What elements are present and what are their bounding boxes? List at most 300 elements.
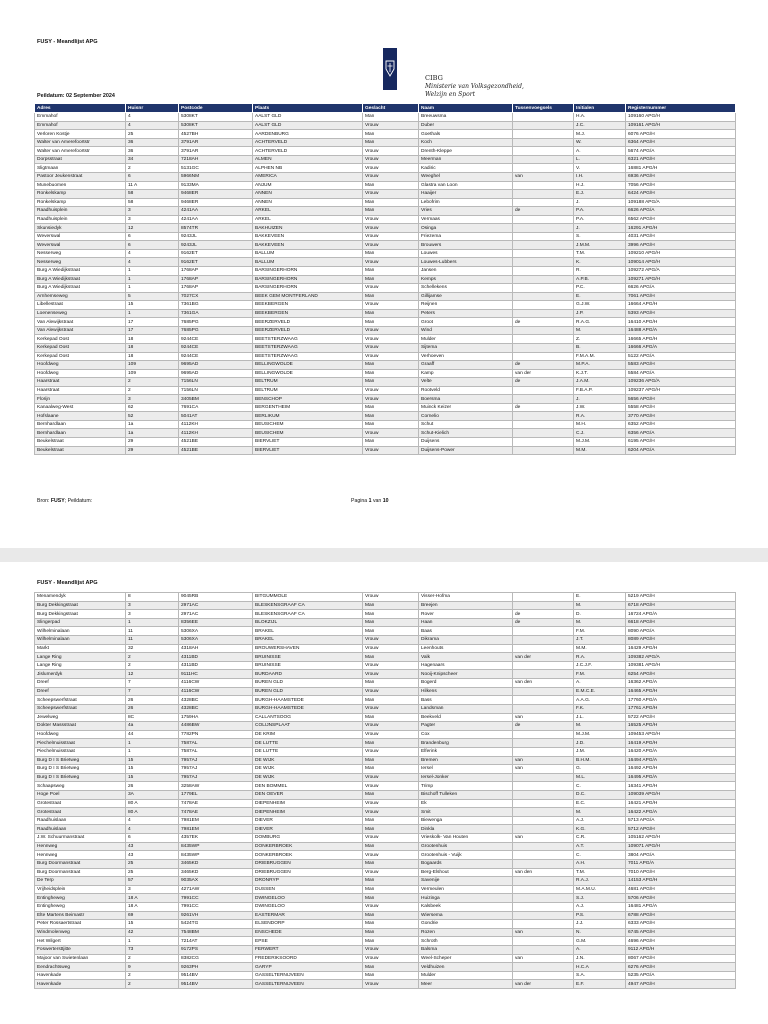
table-row [35,224,736,233]
cell-postcode: 7957AJ [179,773,253,782]
table-row [35,902,736,911]
cell-registernummer: 5713 APG/A [626,816,736,825]
cell-adres: Kanaalweg-West [35,403,126,412]
cell-tussenvoegsels [513,636,574,645]
cell-postcode: 4116CW [179,687,253,696]
cell-initialen: S.A. [574,971,626,980]
cell-postcode: 9111HC [179,670,253,679]
cell-huisnr: 11 A [126,181,179,190]
cell-plaats: BEEK GEM MONTFERLAND [253,292,363,301]
cell-huisnr: 12 [126,224,179,233]
cell-postcode: 9035AX [179,877,253,886]
cell-huisnr: 57 [126,877,179,886]
cell-naam: Kamp [419,369,513,378]
cell-initialen: I.H. [574,173,626,182]
cell-huisnr: 3 [126,207,179,216]
cell-huisnr: 4 [126,121,179,130]
cell-naam: Rover [419,610,513,619]
cell-huisnr: 1a [126,420,179,429]
cell-postcode: 9162ET [179,249,253,258]
column-header-tussenvoegsels: Tussenvoegsels [513,104,574,113]
cell-naam: Lebofrim [419,198,513,207]
cell-huisnr: 2 [126,378,179,387]
cell-registernummer: 5393 APG/H [626,309,736,318]
cell-huisnr: 34 [126,155,179,164]
cell-naam: Bremen [419,756,513,765]
cell-huisnr: 29 [126,446,179,455]
cell-geslacht: Man [363,696,419,705]
footer-bron-name: FUSY [50,498,65,504]
cell-postcode: 4271AW [179,885,253,894]
cell-plaats: BEEKBERGEN [253,301,363,310]
cell-registernummer: 8067 APG/H [626,954,736,963]
cell-huisnr: 12 [126,670,179,679]
cell-initialen: M.A.M.U. [574,885,626,894]
cell-tussenvoegsels [513,687,574,696]
peildatum: Peildatum: 02 September 2024 [37,93,115,99]
cell-postcode: 4357EK [179,834,253,843]
cell-postcode: 9695AD [179,369,253,378]
cell-huisnr: 7 [126,687,179,696]
cell-plaats: ARKEL [253,215,363,224]
cell-adres: Haarstraat [35,386,126,395]
cell-geslacht: Vrouw [363,190,419,199]
cell-adres: Dokter Massstraat [35,722,126,731]
cell-adres: Nesserweg [35,258,126,267]
cell-naam: Visser-Hofma [419,593,513,602]
cell-initialen: A.T. [574,842,626,851]
table-row [35,739,736,748]
cell-naam: Hilkens [419,687,513,696]
cell-adres: Jewelweg [35,713,126,722]
cell-postcode: 7478AE [179,808,253,817]
cell-geslacht: Man [363,207,419,216]
cell-naam: Beekveld [419,713,513,722]
cell-initialen: P.A. [574,215,626,224]
cell-postcode: 7214AT [179,937,253,946]
table-row [35,181,736,190]
cell-initialen: C.R. [574,834,626,843]
cell-initialen: R.A.G. [574,318,626,327]
cell-tussenvoegsels [513,309,574,318]
cell-huisnr: 26 [126,782,179,791]
cell-huisnr: 18 A [126,902,179,911]
footer-bron-prefix: Bron: [37,498,51,504]
cell-plaats: DIEPENHEIM [253,799,363,808]
cell-huisnr: 1 [126,937,179,946]
cell-tussenvoegsels [513,113,574,122]
cell-tussenvoegsels: van den [513,868,574,877]
cell-huisnr: 62 [126,403,179,412]
column-header-adres: Adres [35,104,126,113]
cell-huisnr: 4 [126,816,179,825]
column-header-registernummer: Registernummer [626,104,736,113]
cell-tussenvoegsels [513,696,574,705]
cell-tussenvoegsels: de [513,361,574,370]
cell-postcode: 7691CA [179,403,253,412]
cell-geslacht: Vrouw [363,773,419,782]
cell-huisnr: 15 [126,301,179,310]
cell-huisnr: 3 [126,215,179,224]
cell-adres: Emmahof [35,121,126,130]
cell-huisnr: 1 [126,275,179,284]
cell-registernummer: 16495 APG/A [626,773,736,782]
cell-adres: Bernhardlaan [35,420,126,429]
table-row [35,825,736,834]
cell-adres: Jislumerdyk [35,670,126,679]
cell-tussenvoegsels [513,437,574,446]
table-row [35,859,736,868]
table-row [35,335,736,344]
cell-huisnr: 9 [126,963,179,972]
cell-registernummer: 4681 APG/H [626,885,736,894]
cell-registernummer: 16420 APG/A [626,747,736,756]
cell-plaats: BRUINISSE [253,661,363,670]
table-row [35,791,736,800]
cell-naam: Savenije [419,877,513,886]
cell-plaats: ANNEN [253,198,363,207]
cell-naam: Balsma [419,945,513,954]
cell-adres: Hofslaane [35,412,126,421]
cell-plaats: BAKKEVEEN [253,241,363,250]
cell-postcode: 4116CW [179,679,253,688]
cell-registernummer: 16488 APG/A [626,326,736,335]
cell-adres: Peter Rossaertstraat [35,920,126,929]
cell-geslacht: Vrouw [363,215,419,224]
cell-initialen: J.W. [574,403,626,412]
table-row [35,756,736,765]
cell-tussenvoegsels [513,791,574,800]
cell-huisnr: 25 [126,868,179,877]
cell-tussenvoegsels [513,971,574,980]
cell-huisnr: 1 [126,739,179,748]
cell-postcode: 7957AJ [179,765,253,774]
cell-plaats: GASSELTERNIJVEEN [253,971,363,980]
table-row [35,395,736,404]
cell-registernummer: 16525 APG/H [626,722,736,731]
cell-postcode: 9244CE [179,352,253,361]
table-row [35,963,736,972]
cell-geslacht: Man [363,403,419,412]
cell-geslacht: Man [363,739,419,748]
table-row [35,610,736,619]
cell-initialen: J.M.M. [574,241,626,250]
cell-tussenvoegsels [513,963,574,972]
cell-huisnr: 2 [126,971,179,980]
cell-tussenvoegsels [513,284,574,293]
table-row [35,113,736,122]
cell-geslacht: Man [363,130,419,139]
cell-adres: Skunsiedyk [35,224,126,233]
cell-plaats: ACHTERVELD [253,138,363,147]
cell-adres: Burg D I S Brietweg [35,773,126,782]
cell-tussenvoegsels [513,816,574,825]
cell-plaats: BERLIKUM [253,412,363,421]
cell-huisnr: 18 A [126,894,179,903]
cell-registernummer: 6424 APG/H [626,190,736,199]
cell-postcode: 9133MA [179,181,253,190]
cell-naam: Wind [419,326,513,335]
cell-plaats: CALLANTSOOG [253,713,363,722]
cell-geslacht: Vrouw [363,593,419,602]
cell-initialen: A.P.B. [574,275,626,284]
cell-naam: Smit [419,808,513,817]
cell-tussenvoegsels: de [513,403,574,412]
cell-initialen: F.M. [574,627,626,636]
cell-geslacht: Vrouw [363,954,419,963]
cell-huisnr: 42 [126,928,179,937]
cell-postcode: 4311BD [179,653,253,662]
cell-initialen: S.J. [574,894,626,903]
cell-registernummer: 109381 APG/H [626,661,736,670]
cell-registernummer: 16419 APG/H [626,739,736,748]
cell-postcode: 7685PG [179,326,253,335]
cell-initialen: E. [574,292,626,301]
cell-naam: Verhoeven [419,352,513,361]
cell-tussenvoegsels [513,446,574,455]
cell-tussenvoegsels [513,661,574,670]
table-row [35,593,736,602]
cell-adres: Vrijheidsplein [35,885,126,894]
cell-registernummer: 16664 APG/H [626,301,736,310]
cell-tussenvoegsels: van [513,765,574,774]
cell-naam: Duijsens-Power [419,446,513,455]
cell-initialen: F.B.A.P. [574,386,626,395]
cell-plaats: BIERVLIET [253,446,363,455]
cell-naam: Cornelio [419,412,513,421]
cell-geslacht: Man [363,765,419,774]
table-row [35,258,736,267]
cell-huisnr: 43 [126,842,179,851]
cell-registernummer: 5235 APG/A [626,971,736,980]
cell-registernummer: 6356 APG/A [626,429,736,438]
cell-initialen: S. [574,232,626,241]
table-row [35,429,736,438]
cell-adres: Beukelstraat [35,446,126,455]
table-row [35,618,736,627]
cell-plaats: BUREN GLD [253,679,363,688]
cell-tussenvoegsels [513,859,574,868]
footer-page-number: 1 [368,498,372,504]
cell-plaats: DIEVER [253,816,363,825]
cell-registernummer: 6618 APG/H [626,618,736,627]
cell-initialen: P.C. [574,284,626,293]
cell-registernummer: 5706 APG/H [626,894,736,903]
cell-huisnr: 4 [126,249,179,258]
cell-initialen: J.A.M. [574,378,626,387]
cell-plaats: BIERVLIET [253,437,363,446]
cell-tussenvoegsels [513,292,574,301]
cell-huisnr: 2 [126,164,179,173]
cell-initialen: T.M. [574,868,626,877]
cell-postcode: 4241AA [179,207,253,216]
cell-naam: Ek [419,799,513,808]
cell-registernummer: 6254 APG/H [626,670,736,679]
cell-plaats: DE WIJK [253,773,363,782]
cell-initialen: M. [574,601,626,610]
cell-initialen: K. [574,258,626,267]
cell-postcode: 7991CC [179,902,253,911]
cell-huisnr: 3 [126,885,179,894]
cell-initialen: L. [574,155,626,164]
cell-tussenvoegsels [513,267,574,276]
cell-initialen: C. [574,851,626,860]
cell-huisnr: 109 [126,369,179,378]
cell-postcode: 5306XA [179,627,253,636]
cell-huisnr: 11 [126,627,179,636]
cell-naam: Huizinga [419,894,513,903]
cell-geslacht: Vrouw [363,232,419,241]
table-row [35,267,736,276]
cell-naam: Veldhuizen [419,963,513,972]
cell-geslacht: Vrouw [363,301,419,310]
cell-initialen: A.H. [574,859,626,868]
cell-plaats: DE WIJK [253,756,363,765]
cell-naam: Bischoff Tulleken [419,791,513,800]
cell-plaats: DUSSEN [253,885,363,894]
cell-geslacht: Man [363,198,419,207]
cell-initialen: M.M. [574,644,626,653]
cell-adres: Arnhemseweg [35,292,126,301]
logo-cibg: CIBG [425,74,443,82]
cell-tussenvoegsels [513,825,574,834]
cell-naam: Velte [419,378,513,387]
cell-geslacht: Vrouw [363,446,419,455]
cell-plaats: COLIJNSPLAAT [253,722,363,731]
cell-registernummer: 6076 APG/H [626,130,736,139]
cell-plaats: BEERZERVELD [253,326,363,335]
cell-tussenvoegsels: van der [513,980,574,989]
cell-postcode: 7218AH [179,155,253,164]
cell-postcode: 4112KH [179,429,253,438]
cell-plaats: BEEKBERGEN [253,309,363,318]
cell-plaats: ARKEL [253,207,363,216]
cell-geslacht: Man [363,627,419,636]
cell-naam: Osinga [419,224,513,233]
cell-tussenvoegsels [513,215,574,224]
cell-tussenvoegsels [513,343,574,352]
cell-geslacht: Man [363,420,419,429]
cell-geslacht: Man [363,292,419,301]
cell-postcode: 5966NM [179,173,253,182]
cell-huisnr: 29 [126,437,179,446]
cell-initialen: F.M. [574,670,626,679]
cell-adres: Lange Ring [35,653,126,662]
cell-huisnr: 43 [126,851,179,860]
cell-registernummer: 5584 APG/A [626,369,736,378]
cell-geslacht: Man [363,877,419,886]
cell-geslacht: Man [363,113,419,122]
cell-initialen: M.J.M. [574,437,626,446]
cell-huisnr: 32 [126,644,179,653]
cell-registernummer: 5558 APG/H [626,403,736,412]
cell-huisnr: 2 [126,954,179,963]
cell-initialen: D. [574,610,626,619]
cell-geslacht: Vrouw [363,851,419,860]
document-title: FUSY - Meandlijst APG [37,39,98,45]
cell-huisnr: 11 [126,636,179,645]
cell-adres: Havenkade [35,980,126,989]
cell-adres: Weverswal [35,232,126,241]
cell-geslacht: Vrouw [363,868,419,877]
cell-tussenvoegsels [513,739,574,748]
cell-postcode: 9244CE [179,343,253,352]
cell-postcode: 9243JL [179,232,253,241]
cell-geslacht: Vrouw [363,644,419,653]
cell-naam: Koch [419,138,513,147]
cell-tussenvoegsels: de [513,722,574,731]
cell-tussenvoegsels: van den [513,679,574,688]
cell-tussenvoegsels [513,275,574,284]
table-row [35,121,736,130]
table-row [35,920,736,929]
cell-tussenvoegsels [513,885,574,894]
cell-huisnr: 1 [126,267,179,276]
cell-tussenvoegsels: van der [513,653,574,662]
cell-adres: Raadhuislaan [35,816,126,825]
cell-naam: Graaff [419,361,513,370]
cell-registernummer: 6204 APG/A [626,446,736,455]
cell-postcode: 4527BH [179,130,253,139]
cell-postcode: 3791AR [179,147,253,156]
cell-adres: Majoor van Swietenlaan [35,954,126,963]
cell-adres: Hoofdweg [35,730,126,739]
cell-geslacht: Man [363,318,419,327]
cell-adres: Hennweg [35,851,126,860]
cell-adres: Nesserweg [35,249,126,258]
cell-geslacht: Man [363,601,419,610]
cell-initialen: J. [574,395,626,404]
cell-initialen: M. [574,326,626,335]
cell-registernummer: 5122 APG/A [626,352,736,361]
cell-plaats: AALST GLD [253,121,363,130]
cell-registernummer: 4031 APG/H [626,232,736,241]
cell-geslacht: Vrouw [363,661,419,670]
cell-tussenvoegsels [513,601,574,610]
cell-geslacht: Man [363,920,419,929]
table-row [35,318,736,327]
cell-tussenvoegsels [513,420,574,429]
cell-geslacht: Vrouw [363,155,419,164]
cell-tussenvoegsels [513,808,574,817]
cell-huisnr: 26 [126,696,179,705]
table-row [35,147,736,156]
cell-huisnr: 3 [126,610,179,619]
cell-registernummer: 16666 APG/A [626,343,736,352]
cell-geslacht: Man [363,679,419,688]
cell-postcode: 8356EE [179,618,253,627]
cell-initialen: J.T. [574,636,626,645]
cell-adres: Kerkepad Oost [35,343,126,352]
cell-naam: Friezema [419,232,513,241]
cell-geslacht: Man [363,825,419,834]
column-header-huisnr: Huisnr [126,104,179,113]
cell-adres: Haarstraat [35,378,126,387]
cell-naam: Wiersema [419,911,513,920]
footer-page-total: 10 [382,498,389,504]
cell-geslacht: Vrouw [363,722,419,731]
cell-initialen: J.J. [574,920,626,929]
cell-initialen: W. [574,138,626,147]
footer-page-mid: van [371,498,383,504]
cell-registernummer: 6276 APG/H [626,963,736,972]
cell-tussenvoegsels: van der [513,369,574,378]
cell-huisnr: 109 [126,361,179,370]
cell-initialen: H.C.A [574,963,626,972]
cell-postcode: 9468ER [179,190,253,199]
cell-tussenvoegsels: de [513,378,574,387]
cell-geslacht: Vrouw [363,980,419,989]
